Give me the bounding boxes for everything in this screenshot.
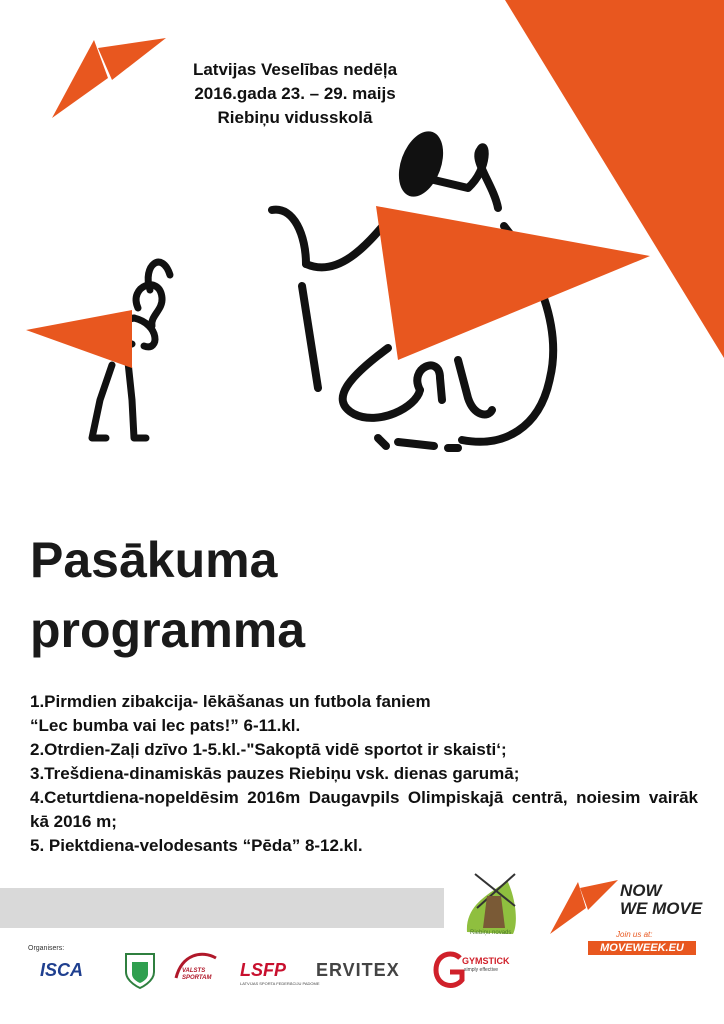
small-stick-figure-illustration [20, 250, 180, 450]
organisers-label: Organisers: [28, 945, 65, 952]
program-item-4: 4.Ceturtdiena-nopeldēsim 2016m Daugavpils Olimpiskajā centrā, noiesim vairāk kā 2016 m; [30, 788, 698, 831]
moveweek-url-link[interactable]: MOVEWEEK.EU [588, 941, 696, 955]
gymstick-logo-icon [432, 950, 466, 990]
event-name: Latvijas Veselības nedēļa [192, 60, 398, 79]
program-item-3: 3.Trešdiena-dinamiskās pauzes Riebiņu vsk. dienas garumā; [30, 764, 520, 783]
event-location: Riebiņu vidusskolā [217, 108, 373, 127]
riebinu-label: Riebiņu novads [470, 930, 512, 936]
lsfp-subtitle: LATVIJAS SPORTA FEDERĀCIJU PADOME [240, 981, 320, 986]
event-header [150, 58, 440, 130]
isca-logo: ISCA [40, 960, 84, 980]
program-item-1-cont: “Lec bumba vai lec pats!” 6-11.kl. [30, 716, 301, 735]
gymstick-tagline: simply effective [464, 967, 499, 973]
now-we-move-logo-icon [548, 880, 620, 936]
gymstick-label: GYMSTICK [462, 956, 510, 966]
program-list [30, 690, 698, 858]
lsfp-logo: LSFP [240, 960, 287, 980]
program-item-5: 5. Piektdiena-velodesants “Pēda” 8-12.kl. [30, 836, 363, 855]
footer-gray-bar [0, 888, 444, 928]
title-line-2: programma [30, 602, 306, 658]
program-item-1: 1.Pirmdien zibakcija- lēkāšanas un futbola faniem [30, 692, 431, 711]
now-text: NOW [620, 881, 662, 900]
program-item-2: 2.Otrdien-Zaļi dzīvo 1-5.kl.-"Sakoptā vidē sportot ir skaisti‘; [30, 740, 507, 759]
event-dates: 2016.gada 23. – 29. maijs [194, 84, 396, 103]
valsts-sportam-label: VALSTS SPORTAM [182, 968, 212, 981]
ervitex-logo: ERVITEX [316, 960, 400, 980]
join-us-label: Join us at: [616, 930, 653, 939]
now-we-move-text [620, 882, 702, 918]
shield-logo-icon [124, 950, 156, 990]
page-title [30, 525, 305, 665]
jumping-figure-illustration [258, 128, 658, 488]
title-line-1: Pasākuma [30, 532, 278, 588]
we-move-text: WE MOVE [620, 899, 703, 918]
